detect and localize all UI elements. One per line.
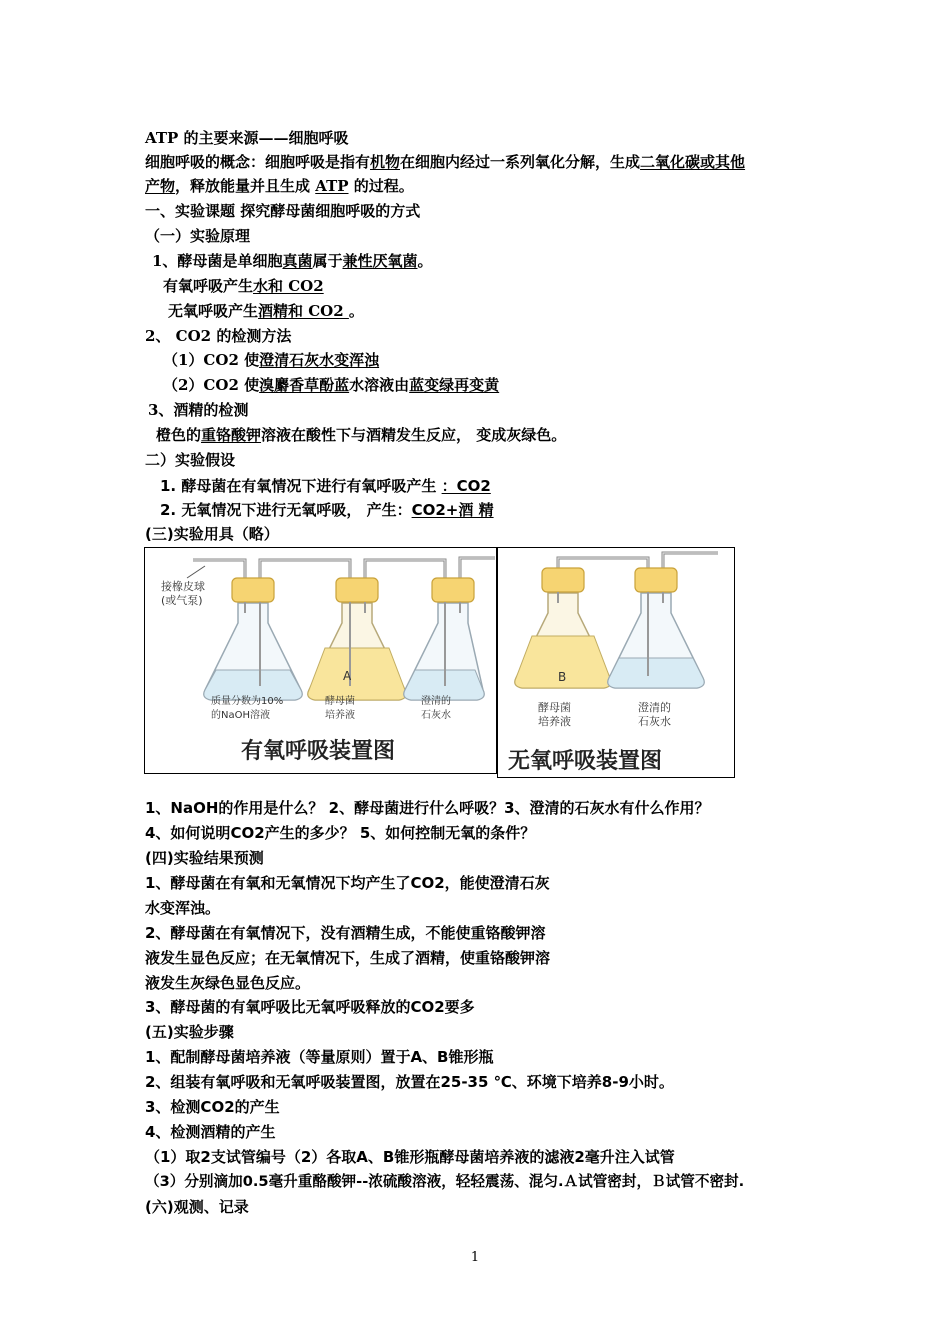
concept-line-1: 细胞呼吸的概念：细胞呼吸是指有机物在细胞内经过一系列氧化分解，生成二氧化碳或其他: [145, 153, 746, 171]
label-air-pump: (或气泵): [161, 594, 203, 607]
prediction-3: 3、酵母菌的有氧呼吸比无氧呼吸释放的CO2要多: [145, 998, 475, 1016]
principle-3: 3、酒精的检测: [148, 401, 249, 419]
subheading-equipment: (三)实验用具（略）: [145, 525, 279, 543]
prediction-1b: 水变浑浊。: [145, 899, 221, 917]
hypothesis-2: 2. 无氧情况下进行无氧呼吸， 产生：CO2+酒 精: [160, 501, 494, 519]
label-limewater-2: 石灰水: [421, 710, 451, 721]
section-heading-1: 一、实验课题 探究酵母菌细胞呼吸的方式: [145, 202, 421, 220]
concept-line-2: 产物，释放能量并且生成 ATP 的过程。: [145, 177, 414, 195]
principle-2-2: （2）CO2 使溴麝香草酚蓝水溶液由蓝变绿再变黄: [163, 376, 500, 394]
prediction-2c: 液发生灰绿色显色反应。: [145, 974, 311, 992]
doc-title: ATP 的主要来源——细胞呼吸: [145, 129, 349, 147]
label-naoh-2: 的NaOH溶液: [211, 710, 270, 721]
step-4-1: （1）取2支试管编号（2）各取A、B锥形瓶酵母菌培养液的滤液2毫升注入试管: [145, 1148, 675, 1166]
flask-tag-a: A: [343, 669, 352, 683]
step-4-2: （3）分别滴加0.5毫升重酪酸钾--浓硫酸溶液，轻轻震荡、混匀.Ａ试管密封，Ｂ试管不密封.: [145, 1173, 745, 1190]
aerobic-apparatus-figure: [144, 547, 497, 774]
principle-1: 1、酵母菌是单细胞真菌属于兼性厌氧菌。: [152, 252, 433, 270]
label-yeast-1: 酵母菌: [325, 696, 355, 707]
label-naoh-1: 质量分数为10%: [211, 696, 284, 707]
label-yeast-b-2: 培养液: [538, 715, 571, 728]
principle-1-aerobic: 有氧呼吸产生水和 CO2: [163, 277, 324, 295]
subheading-prediction: (四)实验结果预测: [145, 849, 264, 867]
step-2: 2、组装有氧呼吸和无氧呼吸装置图，放置在25-35 ℃、环境下培养8-9小时。: [145, 1073, 674, 1091]
label-limewater-b-1: 澄清的: [638, 701, 671, 714]
label-rubber-bulb: 接橡皮球: [161, 580, 205, 593]
label-yeast-2: 培养液: [325, 710, 355, 721]
prediction-2a: 2、酵母菌在有氧情况下，没有酒精生成，不能使重铬酸钾溶: [145, 924, 546, 942]
subheading-principle: （一）实验原理: [145, 227, 251, 245]
principle-3-1: 橙色的重铬酸钾溶液在酸性下与酒精发生反应， 变成灰绿色。: [156, 426, 567, 444]
prediction-1a: 1、酵母菌在有氧和无氧情况下均产生了CO2，能使澄清石灰: [145, 874, 550, 892]
label-limewater-1: 澄清的: [421, 696, 451, 707]
principle-2-1: （1）CO2 使澄清石灰水变浑浊: [163, 351, 380, 369]
anaerobic-caption: 无氧呼吸装置图: [508, 749, 663, 774]
anaerobic-apparatus-illustration: [498, 548, 734, 777]
subheading-hypothesis: 二）实验假设: [145, 451, 236, 469]
question-line-1: 1、NaOH的作用是什么？ 2、酵母菌进行什么呼吸？3、澄清的石灰水有什么作用？: [145, 799, 710, 817]
aerobic-caption: 有氧呼吸装置图: [241, 739, 396, 764]
anaerobic-apparatus-figure: [497, 547, 735, 778]
step-4: 4、检测酒精的产生: [145, 1123, 276, 1141]
subheading-observe: (六)观测、记录: [145, 1198, 249, 1216]
step-1: 1、配制酵母菌培养液（等量原则）置于A、B锥形瓶: [145, 1048, 494, 1066]
label-limewater-b-2: 石灰水: [638, 715, 671, 728]
prediction-2b: 液发生显色反应；在无氧情况下，生成了酒精，使重铬酸钾溶: [145, 949, 551, 967]
step-3: 3、检测CO2的产生: [145, 1098, 280, 1116]
page-number: 1: [470, 1250, 480, 1265]
principle-1-anaerobic: 无氧呼吸产生酒精和 CO2 。: [168, 302, 364, 320]
question-line-2: 4、如何说明CO2产生的多少？ 5、如何控制无氧的条件？: [145, 824, 536, 842]
subheading-steps: (五)实验步骤: [145, 1023, 234, 1041]
label-yeast-b-1: 酵母菌: [538, 701, 571, 714]
principle-2: 2、 CO2 的检测方法: [145, 327, 292, 345]
aerobic-apparatus-illustration: [145, 548, 496, 773]
flask-tag-b: B: [558, 670, 567, 684]
hypothesis-1: 1. 酵母菌在有氧情况下进行有氧呼吸产生 ：CO2: [160, 477, 491, 495]
